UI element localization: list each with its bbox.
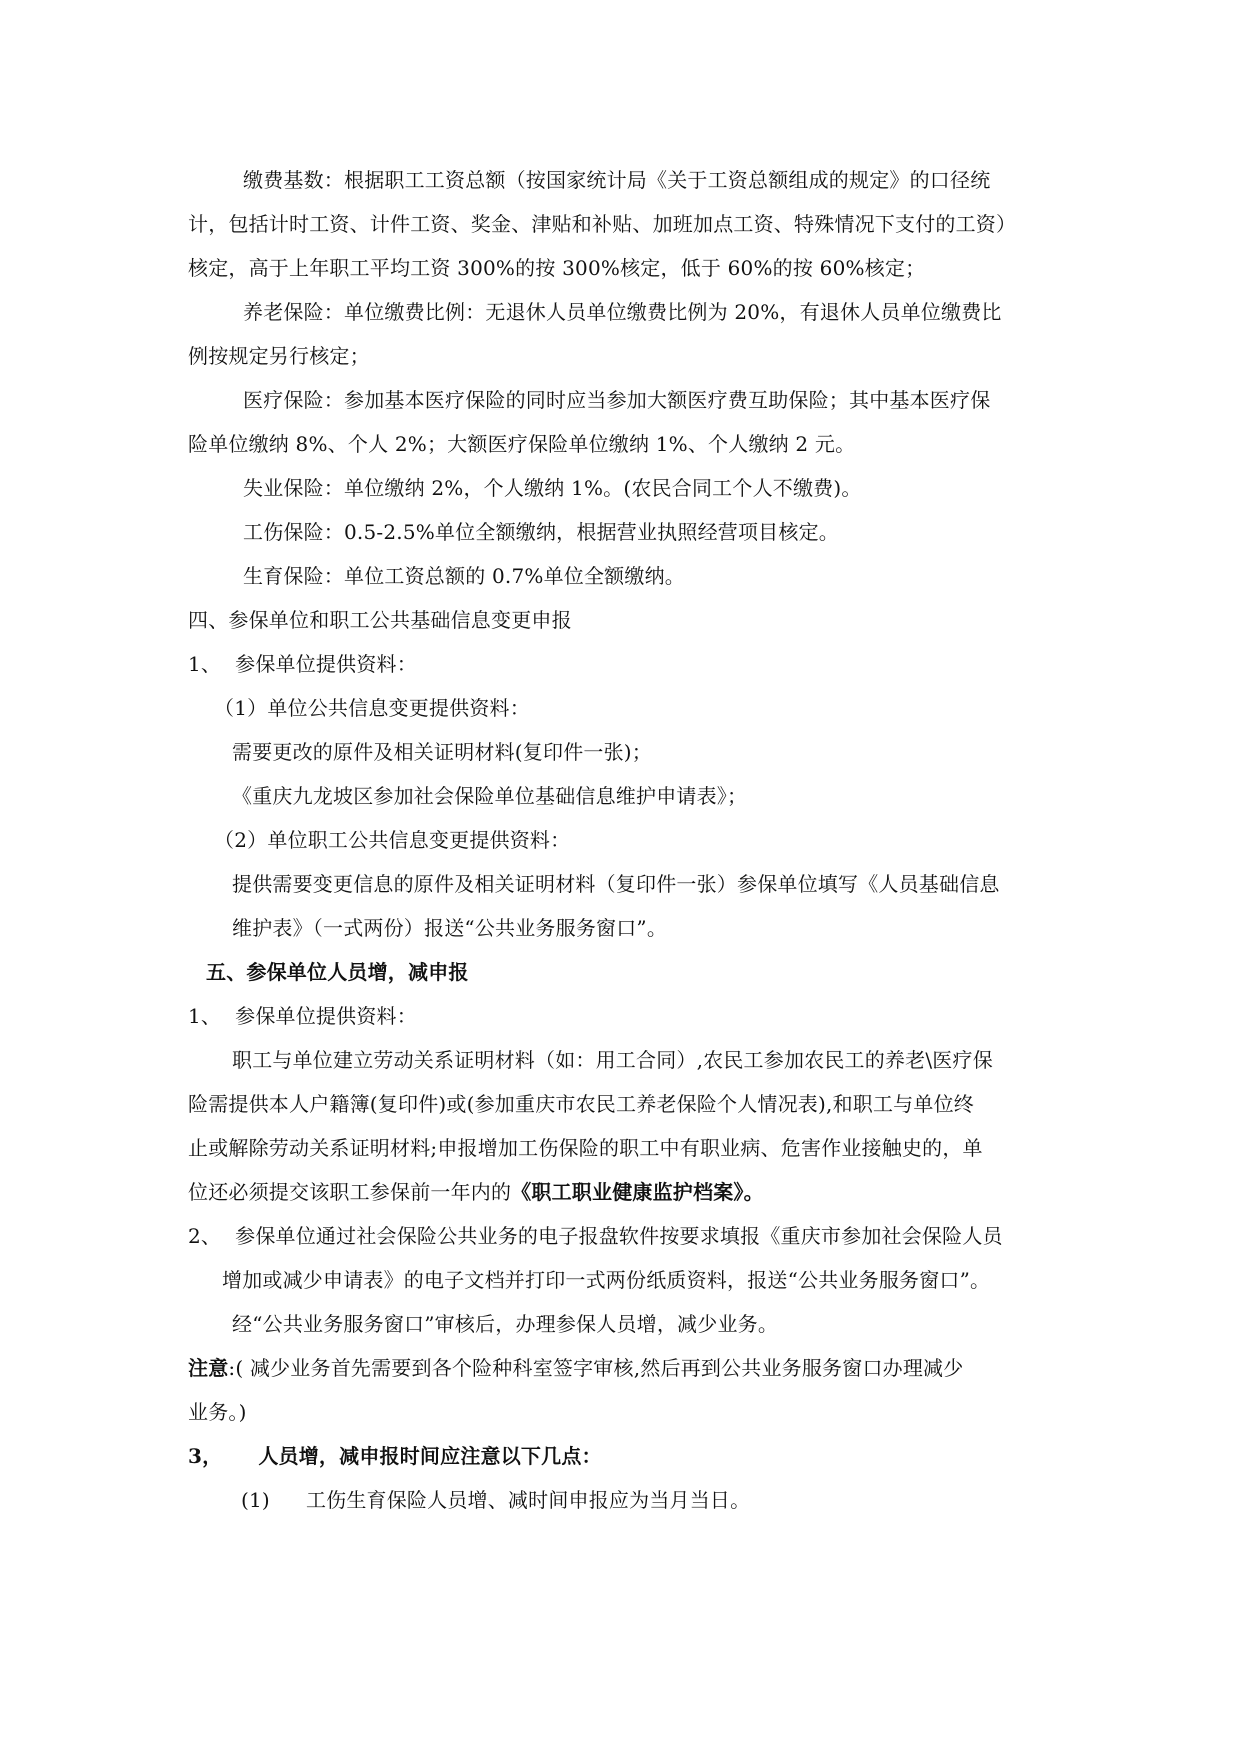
section-5-item-2-line-3: 经“公共业务服务窗口”审核后，办理参保人员增，减少业务。: [232, 1312, 779, 1336]
contribution-base-line-3: 核定，高于上年职工平均工资 300%的按 300%核定，低于 60%的按 60%核定；: [188, 256, 926, 280]
section-4-heading: 四、参保单位和职工公共基础信息变更申报: [188, 608, 572, 632]
contribution-base-line-2: 计，包括计时工资、计件工资、奖金、津贴和补贴、加班加点工资、特殊情况下支付的工资）: [188, 212, 1017, 236]
sub-number: (1): [241, 1488, 270, 1512]
note-text: :( 减少业务首先需要到各个险种科室签字审核,然后再到公共业务服务窗口办理减少: [228, 1356, 964, 1380]
item-number: 1、: [188, 652, 222, 676]
health-archive-title: 《职工职业健康监护档案》。: [511, 1180, 764, 1204]
section-4-sub-1: （1）单位公共信息变更提供资料：: [214, 696, 530, 720]
medical-insurance-line-2: 险单位缴纳 8%、个人 2%；大额医疗保险单位缴纳 1%、个人缴纳 2 元。: [188, 432, 856, 456]
para-text: 位还必须提交该职工参保前一年内的: [188, 1180, 512, 1204]
section-4-sub-2-line-2: 维护表》（一式两份）报送“公共业务服务窗口”。: [232, 916, 668, 940]
section-5-item-2: [188, 1222, 1003, 1250]
contribution-base-line-1: 缴费基数：根据职工工资总额（按国家统计局《关于工资总额组成的规定》的口径统: [243, 168, 991, 192]
note-line-1: [188, 1354, 963, 1382]
medical-insurance-line-1: 医疗保险：参加基本医疗保险的同时应当参加大额医疗费互助保险；其中基本医疗保: [243, 388, 991, 412]
item-text: 参保单位提供资料：: [235, 1004, 417, 1028]
section-4-sub-1-line-2: 《重庆九龙坡区参加社会保险单位基础信息维护申请表》；: [232, 784, 748, 808]
item-text: 人员增，减申报时间应注意以下几点：: [258, 1444, 602, 1468]
item-text: 参保单位提供资料：: [235, 652, 417, 676]
section-5-para-line-3: 止或解除劳动关系证明材料;申报增加工伤保险的职工中有职业病、危害作业接触史的，单: [188, 1136, 983, 1160]
section-5-item-1: [188, 1002, 417, 1030]
note-line-2: 业务。): [188, 1400, 247, 1424]
section-5-para-line-4: [188, 1178, 764, 1206]
pension-insurance-line-2: 例按规定另行核定；: [188, 344, 370, 368]
section-4-sub-2: （2）单位职工公共信息变更提供资料：: [214, 828, 571, 852]
section-5-item-2-line-2: 增加或减少申请表》的电子文档并打印一式两份纸质资料，报送“公共业务服务窗口”。: [222, 1268, 991, 1292]
pension-insurance-line-1: 养老保险：单位缴费比例：无退休人员单位缴费比例为 20%，有退休人员单位缴费比: [243, 300, 1002, 324]
section-5-item-3-sub-1: [241, 1486, 750, 1514]
item-text: 参保单位通过社会保险公共业务的电子报盘软件按要求填报《重庆市参加社会保险人员: [235, 1224, 1003, 1248]
section-4-sub-2-line-1: 提供需要变更信息的原件及相关证明材料（复印件一张）参保单位填写《人员基础信息: [232, 872, 1000, 896]
injury-insurance-line: 工伤保险：0.5-2.5%单位全额缴纳，根据营业执照经营项目核定。: [243, 520, 839, 544]
unemployment-insurance-line: 失业保险：单位缴纳 2%，个人缴纳 1%。(农民合同工个人不缴费)。: [243, 476, 862, 500]
item-number: 1、: [188, 1004, 222, 1028]
section-4-sub-1-line-1: 需要更改的原件及相关证明材料(复印件一张)；: [232, 740, 653, 764]
section-5-para-line-1: 职工与单位建立劳动关系证明材料（如：用工合同）,农民工参加农民工的养老\医疗保: [232, 1048, 993, 1072]
item-number: 3，: [188, 1444, 223, 1468]
section-5-heading: 五、参保单位人员增，减申报: [206, 960, 469, 984]
sub-text: 工伤生育保险人员增、减时间申报应为当月当日。: [305, 1488, 751, 1512]
section-5-item-3: [188, 1442, 602, 1470]
section-5-para-line-2: 险需提供本人户籍簿(复印件)或(参加重庆市农民工养老保险个人情况表),和职工与单位终: [188, 1092, 974, 1116]
note-label: 注意: [188, 1356, 229, 1380]
section-4-item-1: [188, 650, 417, 678]
maternity-insurance-line: 生育保险：单位工资总额的 0.7%单位全额缴纳。: [243, 564, 685, 588]
item-number: 2、: [188, 1224, 222, 1248]
